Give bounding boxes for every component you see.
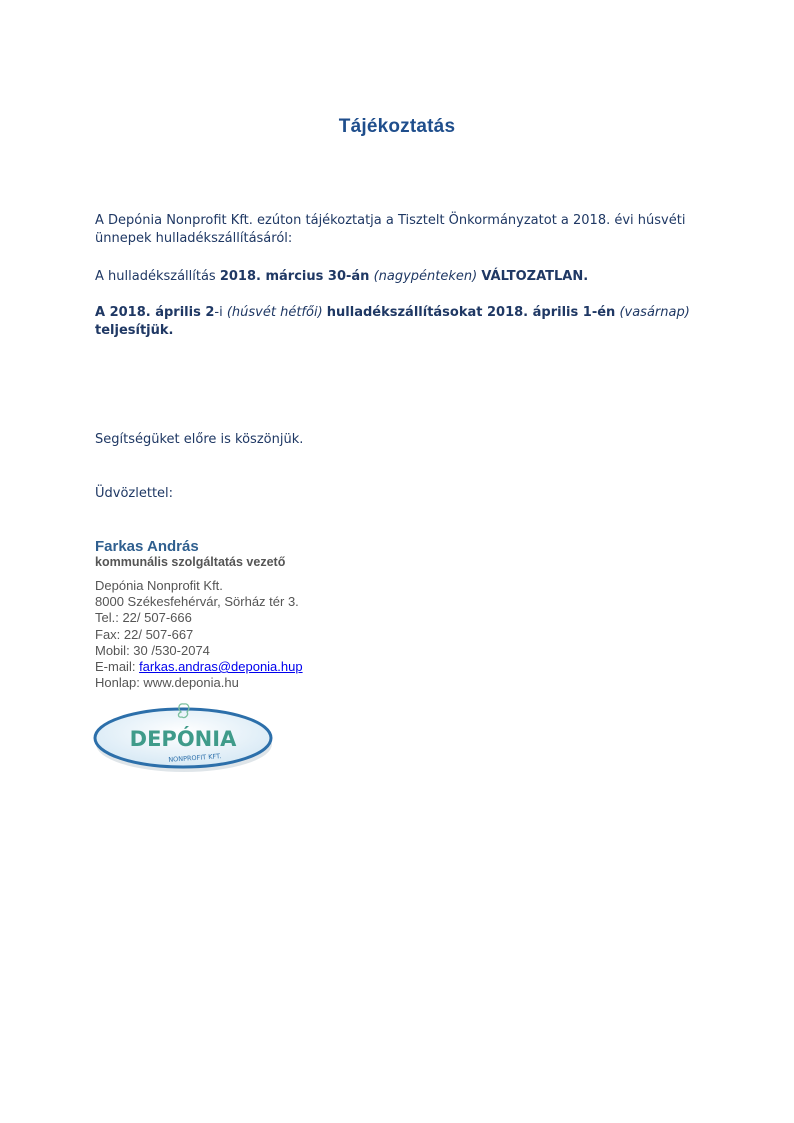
signature-role: kommunális szolgáltatás vezető: [95, 555, 286, 569]
email-label: E-mail:: [95, 659, 140, 675]
signature-company: Depónia Nonprofit Kft.: [95, 578, 223, 593]
signature-tel: Tel.: 22/ 507-666: [95, 610, 192, 626]
logo-sub-text: NONPROFIT KFT.: [168, 752, 222, 764]
logo-main-text: DEPÓNIA: [129, 727, 237, 751]
monday-date: A 2018. április 2: [95, 305, 215, 320]
signature-mobile: Mobil: 30 /530-2074: [95, 642, 210, 658]
signature-fax: Fax: 22/ 507-667: [95, 626, 194, 642]
thanks-paragraph: Segítségüket előre is köszönjük.: [95, 432, 304, 447]
friday-date: 2018. március 30-án: [219, 269, 370, 284]
fulfil-text: teljesítjük.: [95, 323, 174, 338]
closing-greeting: Üdvözlettel:: [95, 486, 174, 501]
friday-status: VÁLTOZATLAN.: [481, 269, 589, 284]
deponia-logo: [93, 700, 275, 776]
signature-email-line: [95, 659, 303, 675]
signature-name: Farkas András: [95, 538, 199, 555]
replacement-date: hulladékszállításokat 2018. április 1-én: [326, 305, 616, 320]
friday-note: (nagypénteken): [373, 269, 478, 284]
signature-website: Honlap: www.deponia.hu: [95, 675, 239, 691]
email-link[interactable]: farkas.andras@deponia.hup: [139, 659, 303, 675]
signature-address: 8000 Székesfehérvár, Sörház tér 3.: [95, 594, 299, 610]
monday-collection-paragraph: [95, 304, 715, 340]
sunday-note: (vasárnap): [619, 305, 690, 320]
friday-text-1: A hulladékszállítás: [95, 269, 220, 284]
friday-collection-paragraph: [95, 268, 715, 286]
signature-contact-block: [95, 578, 303, 691]
page-title: Tájékoztatás: [338, 116, 456, 137]
monday-note: (húsvét hétfői): [226, 305, 323, 320]
monday-suffix: -i: [214, 305, 227, 320]
intro-paragraph: A Depónia Nonprofit Kft. ezúton tájékoztatja a Tisztelt Önkormányzatot a 2018. évi húsvéti ünnepek hulladékszállításáról:: [95, 213, 686, 246]
